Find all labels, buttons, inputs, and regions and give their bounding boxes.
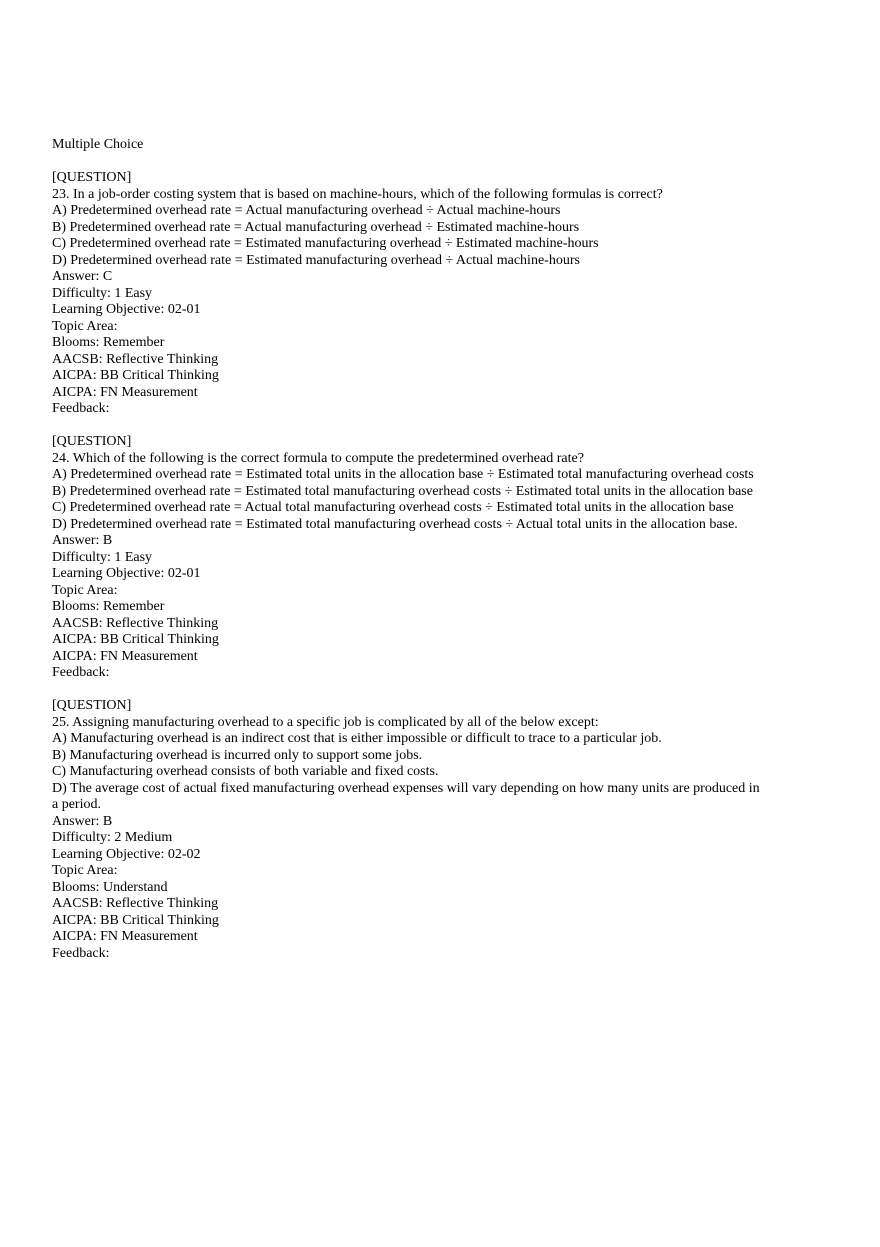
option-c: C) Manufacturing overhead consists of both variable and fixed costs. xyxy=(52,764,439,779)
learning-objective: Learning Objective: 02-02 xyxy=(52,846,201,862)
aacsb: AACSB: Reflective Thinking xyxy=(52,615,219,631)
question-stem: 25. Assigning manufacturing overhead to a specific job is complicated by all of the below except: xyxy=(52,714,599,730)
document-page xyxy=(52,137,762,979)
answer: Answer: B xyxy=(52,533,113,548)
option-d: D) Predetermined overhead rate = Estimated total manufacturing overhead costs ÷ Actual total units in the allocation base. xyxy=(52,516,738,532)
topic-area: Topic Area: xyxy=(52,582,118,598)
question-block xyxy=(52,434,762,682)
difficulty: Difficulty: 1 Easy xyxy=(52,549,153,565)
option-a: A) Manufacturing overhead is an indirect cost that is either impossible or difficult to trace to a particular job. xyxy=(52,731,662,746)
feedback: Feedback: xyxy=(52,665,110,680)
topic-area: Topic Area: xyxy=(52,863,118,878)
option-a: A) Predetermined overhead rate = Estimated total units in the allocation base ÷ Estimated total manufacturing overhead costs xyxy=(52,467,754,482)
difficulty: Difficulty: 2 Medium xyxy=(52,830,173,845)
blooms: Blooms: Understand xyxy=(52,879,168,895)
aicpa-fn: AICPA: FN Measurement xyxy=(52,929,198,944)
question-stem: 24. Which of the following is the correct formula to compute the predetermined overhead rate? xyxy=(52,450,584,466)
learning-objective: Learning Objective: 02-01 xyxy=(52,566,201,581)
option-b: B) Manufacturing overhead is incurred only to support some jobs. xyxy=(52,747,423,763)
question-block xyxy=(52,170,762,418)
option-b: B) Predetermined overhead rate = Estimated total manufacturing overhead costs ÷ Estimated total units in the allocation base xyxy=(52,483,753,499)
option-d: D) The average cost of actual fixed manufacturing overhead expenses will vary depending on how many units are produced in a period. xyxy=(52,780,760,812)
option-c: C) Predetermined overhead rate = Estimated manufacturing overhead ÷ Estimated machine-hours xyxy=(52,236,599,251)
question-block xyxy=(52,698,762,962)
section-title: Multiple Choice xyxy=(52,137,144,152)
aicpa-bb: AICPA: BB Critical Thinking xyxy=(52,632,219,647)
difficulty: Difficulty: 1 Easy xyxy=(52,285,153,301)
question-tag: [QUESTION] xyxy=(52,434,132,449)
learning-objective: Learning Objective: 02-01 xyxy=(52,302,201,317)
blooms: Blooms: Remember xyxy=(52,599,165,614)
aicpa-bb: AICPA: BB Critical Thinking xyxy=(52,912,219,928)
feedback: Feedback: xyxy=(52,401,110,416)
question-stem: 23. In a job-order costing system that is based on machine-hours, which of the following formulas is correct? xyxy=(52,186,663,202)
option-d: D) Predetermined overhead rate = Estimated manufacturing overhead ÷ Actual machine-hours xyxy=(52,252,580,268)
feedback: Feedback: xyxy=(52,945,110,961)
topic-area: Topic Area: xyxy=(52,318,118,334)
aacsb: AACSB: Reflective Thinking xyxy=(52,351,219,367)
answer: Answer: B xyxy=(52,813,113,829)
option-b: B) Predetermined overhead rate = Actual manufacturing overhead ÷ Estimated machine-hours xyxy=(52,219,580,235)
blooms: Blooms: Remember xyxy=(52,335,165,350)
aacsb: AACSB: Reflective Thinking xyxy=(52,896,219,911)
question-tag: [QUESTION] xyxy=(52,698,132,713)
option-a: A) Predetermined overhead rate = Actual manufacturing overhead ÷ Actual machine-hours xyxy=(52,203,561,218)
aicpa-bb: AICPA: BB Critical Thinking xyxy=(52,368,219,383)
option-c: C) Predetermined overhead rate = Actual total manufacturing overhead costs ÷ Estimated total units in the allocation base xyxy=(52,500,734,515)
aicpa-fn: AICPA: FN Measurement xyxy=(52,384,198,400)
question-tag: [QUESTION] xyxy=(52,170,132,185)
aicpa-fn: AICPA: FN Measurement xyxy=(52,648,198,664)
answer: Answer: C xyxy=(52,269,113,284)
